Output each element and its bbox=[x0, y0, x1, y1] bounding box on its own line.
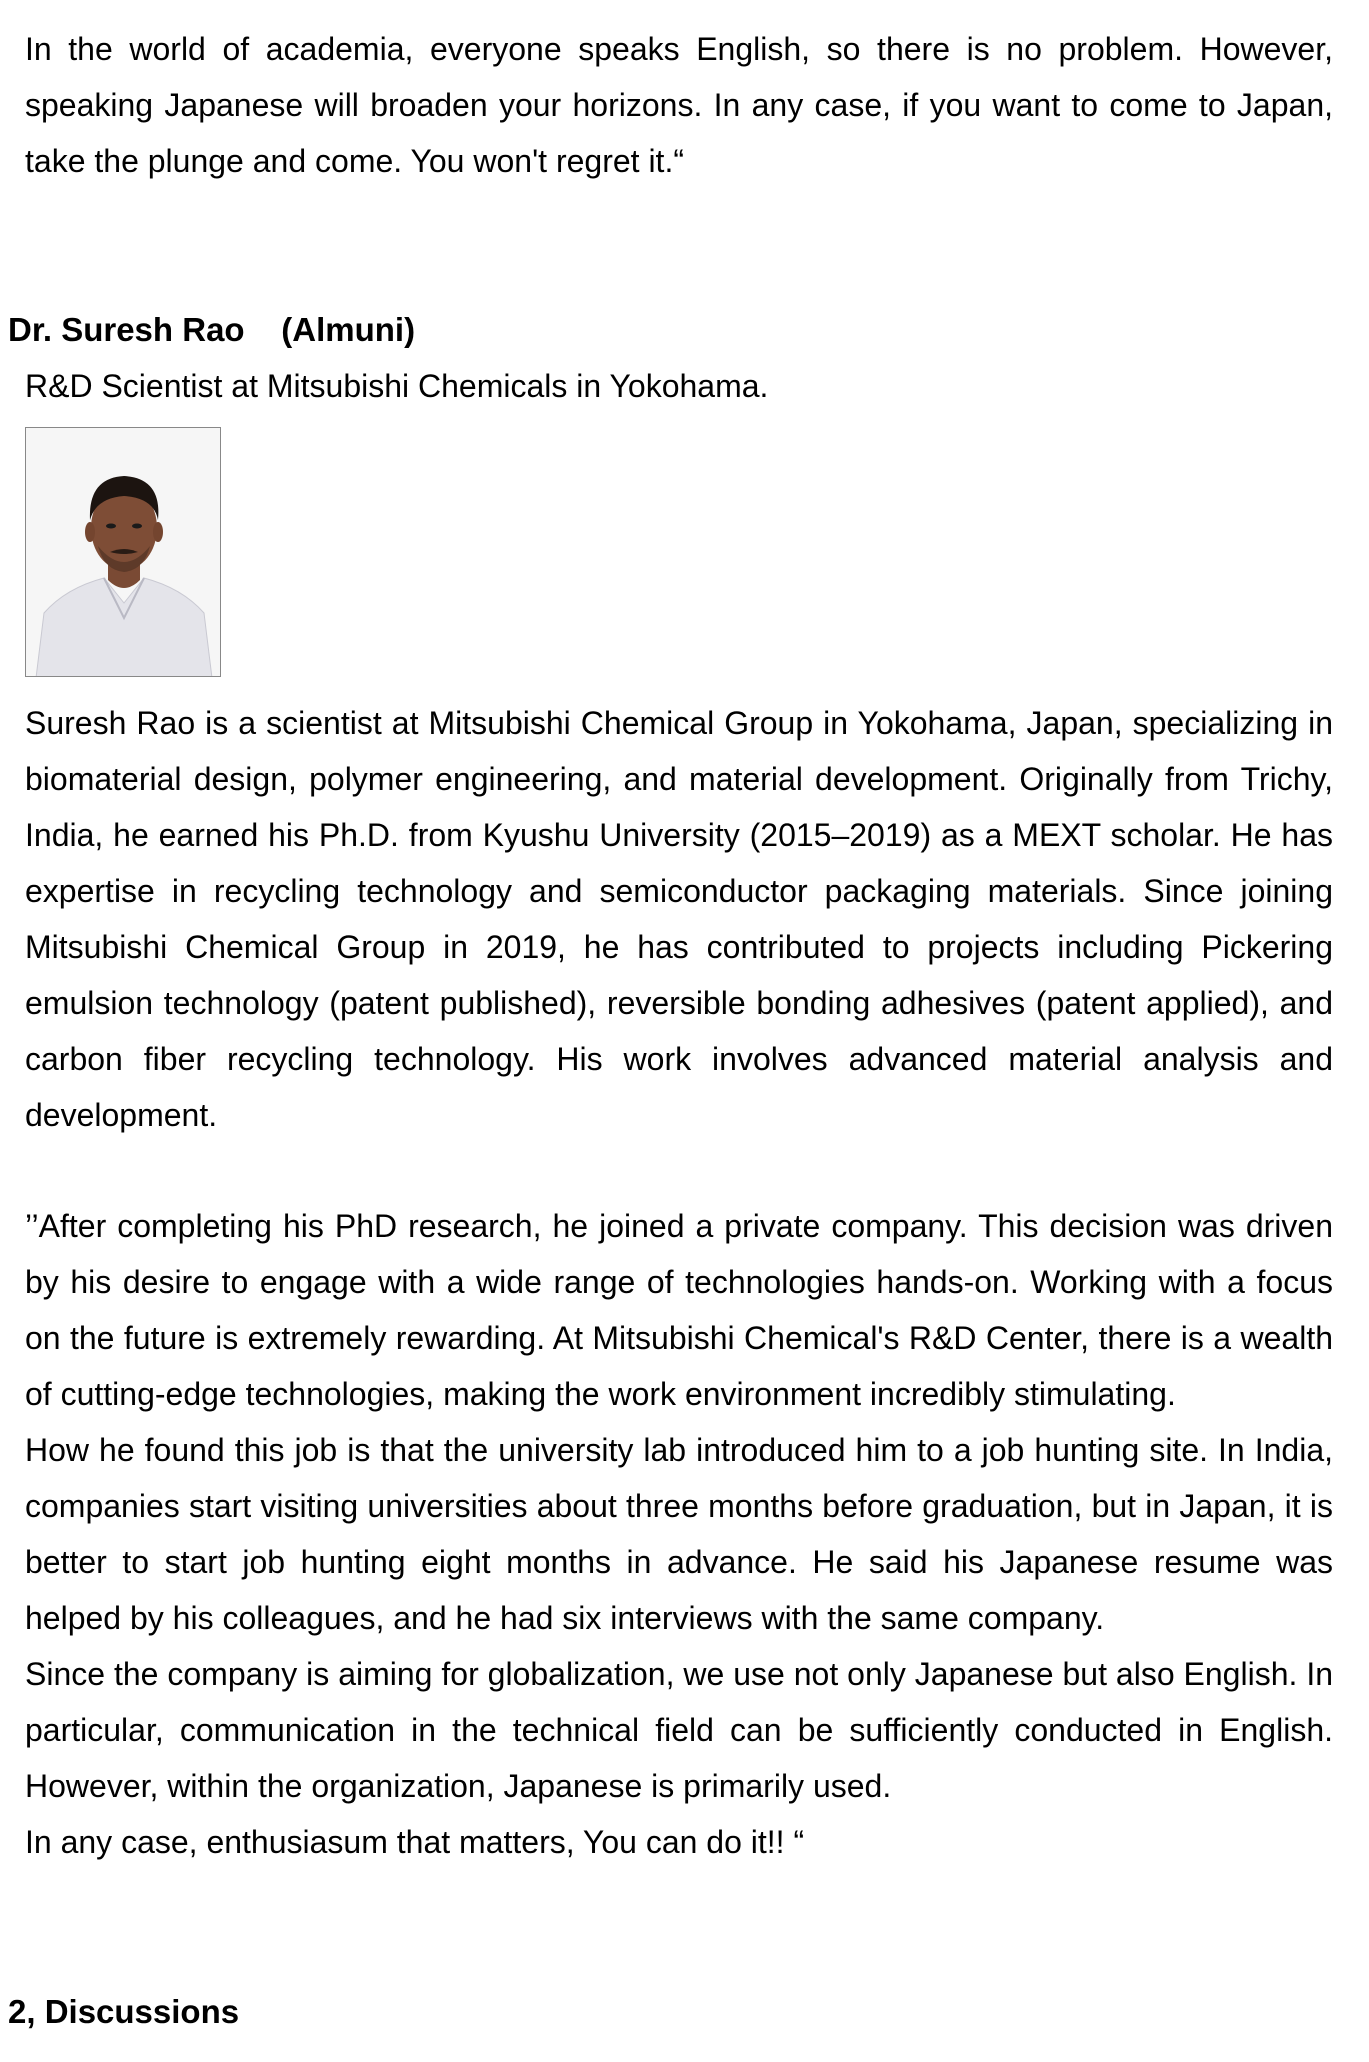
quote-paragraph-1: ’’After completing his PhD research, he joined a private company. This decision was driven by his desire to engage with a wide range of technologies hands-on. Working with a focus on the future is extremely rewarding. At Mitsubishi Chemical's R&D Center, there is a wealth of cutting-edge technologies, making the work environment incredibly stimulating. bbox=[25, 1208, 1333, 1412]
quote-paragraph-2: How he found this job is that the university lab introduced him to a job hunting site. In India, companies start visiting universities about three months before graduation, but in Japan, it is better to start job hunting eight months in advance. He said his Japanese resume was helped by his colleagues, and he had six interviews with the same company. bbox=[25, 1432, 1333, 1636]
quote-paragraph-3: Since the company is aiming for globalization, we use not only Japanese but also English. In particular, communication in the technical field can be sufficiently conducted in English. However, within the organization, Japanese is primarily used. bbox=[25, 1656, 1333, 1804]
profile-name: Dr. Suresh Rao bbox=[8, 311, 245, 348]
intro-paragraph: In the world of academia, everyone speaks English, so there is no problem. However, speaking Japanese will broaden your horizons. In any case, if you want to come to Japan, take the plunge and come. You won't regret it.“ bbox=[25, 31, 1333, 179]
quote-paragraph-4: In any case, enthusiasum that matters, You can do it!! “ bbox=[25, 1824, 805, 1860]
profile-heading bbox=[8, 310, 415, 350]
section-heading: 2, Discussions bbox=[8, 1993, 240, 2030]
bio-paragraph: Suresh Rao is a scientist at Mitsubishi Chemical Group in Yokohama, Japan, specializing in biomaterial design, polymer engineering, and material development. Originally from Trichy, India, he earned his Ph.D. from Kyushu University (2015–2019) as a MEXT scholar. He has expertise in recycling technology and semiconductor packaging materials. Since joining Mitsubishi Chemical Group in 2019, he has contributed to projects including Pickering emulsion technology (patent published), reversible bonding adhesives (patent applied), and carbon fiber recycling technology. His work involves advanced material analysis and development. bbox=[25, 705, 1333, 1133]
profile-subtitle: R&D Scientist at Mitsubishi Chemicals in Yokohama. bbox=[25, 368, 769, 404]
profile-role-tag: (Almuni) bbox=[281, 311, 416, 348]
person-portrait-icon bbox=[26, 428, 221, 677]
profile-photo bbox=[25, 427, 221, 677]
